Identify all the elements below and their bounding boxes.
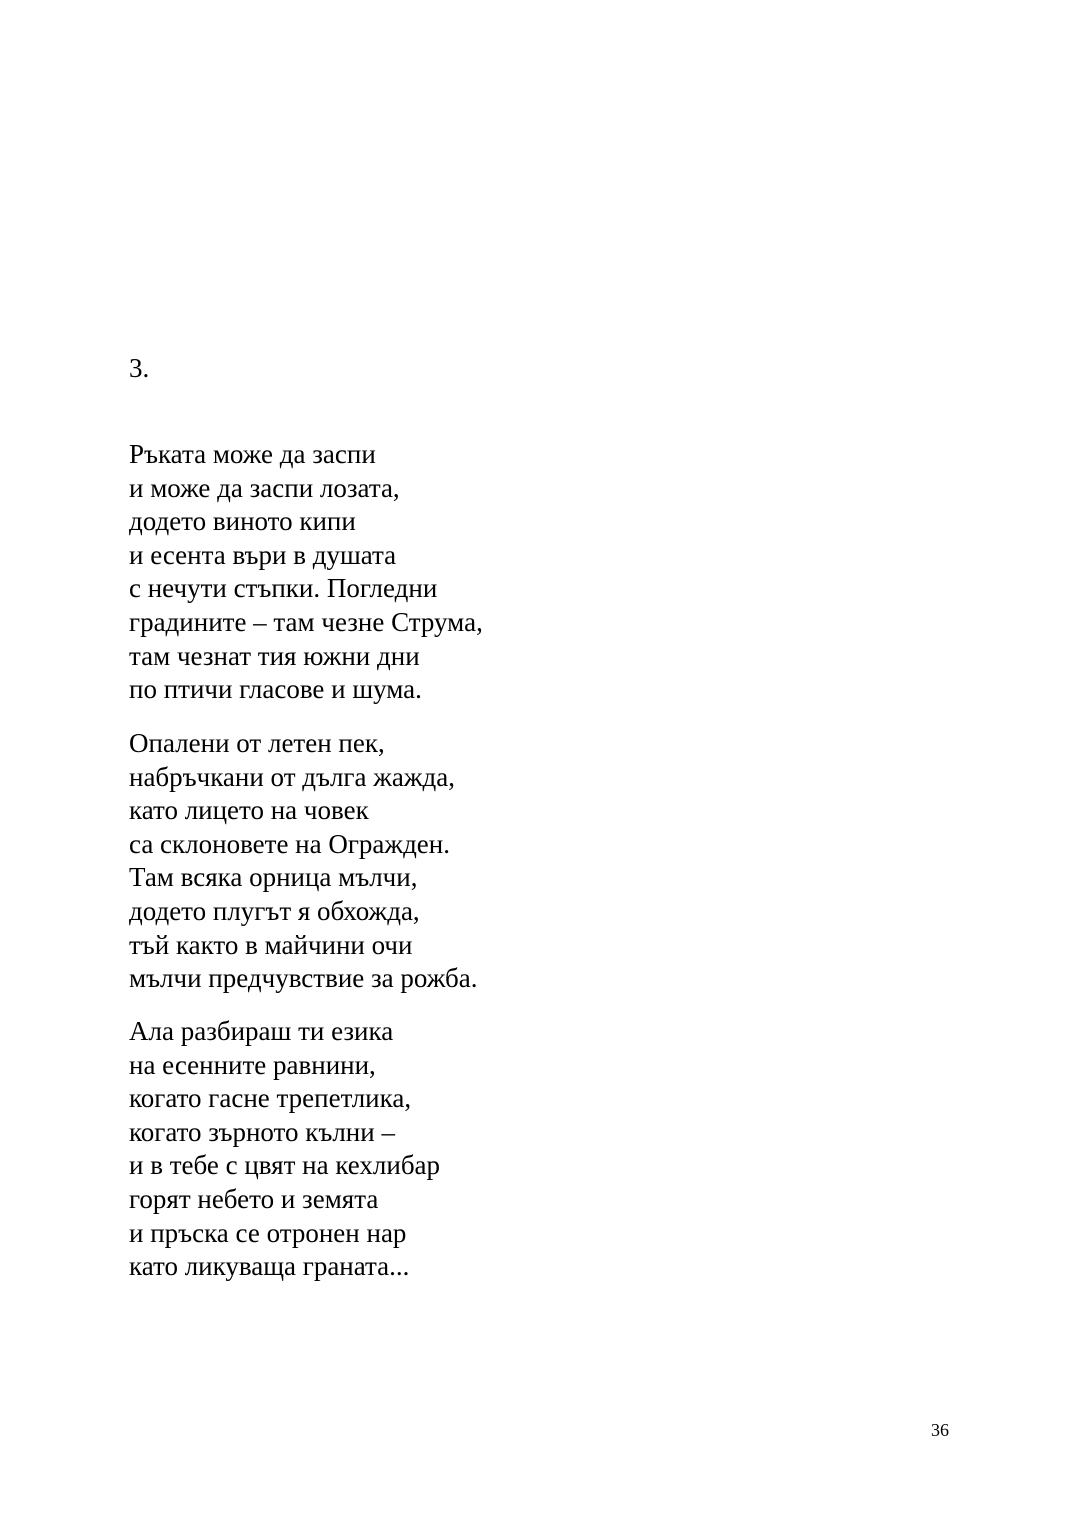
poem-line: набръчкани от дълга жажда, — [129, 761, 455, 792]
poem-line: Там всяка орница мълчи, — [129, 862, 418, 893]
poem-line: и пръска се отронен нар — [129, 1217, 407, 1248]
poem-line: с нечути стъпки. Погледни — [129, 573, 438, 604]
poem-line: градините – там чезне Струма, — [129, 606, 483, 637]
poem-line: тъй както в майчини очи — [129, 929, 413, 960]
page-number: 36 — [931, 1420, 949, 1440]
poem-line: мълчи предчувствие за рожба. — [129, 963, 478, 994]
poem-line: Ръката може да заспи — [129, 439, 376, 469]
poem-line: Ала разбираш ти езика — [129, 1016, 394, 1046]
poem-line: и в тебе с цвят на кехлибар — [129, 1150, 441, 1181]
poem-line: горят небето и земята — [129, 1183, 379, 1214]
stanza — [129, 438, 483, 707]
poem-line: когато гасне трепетлика, — [129, 1083, 412, 1114]
stanza — [129, 1015, 440, 1284]
poem-line: на есенните равнини, — [129, 1049, 376, 1080]
poem-line: и може да заспи лозата, — [129, 472, 400, 503]
poem-line: додето виното кипи — [129, 506, 356, 537]
poem-line: Опалени от летен пек, — [129, 728, 385, 758]
stanza — [129, 727, 478, 996]
poem-line: додето плугът я обхожда, — [129, 895, 420, 926]
poem-line: по птичи гласове и шума. — [129, 674, 422, 705]
poem-line: като ликуваща граната... — [129, 1251, 410, 1282]
poem-line: там чезнат тия южни дни — [129, 640, 420, 671]
poem-line: са склоновете на Огражден. — [129, 828, 450, 859]
poem-number: 3. — [129, 353, 150, 383]
poem-line: и есента въри в душата — [129, 539, 397, 570]
poem-line: когато зърното кълни – — [129, 1116, 395, 1147]
poem-line: като лицето на човек — [129, 795, 369, 826]
